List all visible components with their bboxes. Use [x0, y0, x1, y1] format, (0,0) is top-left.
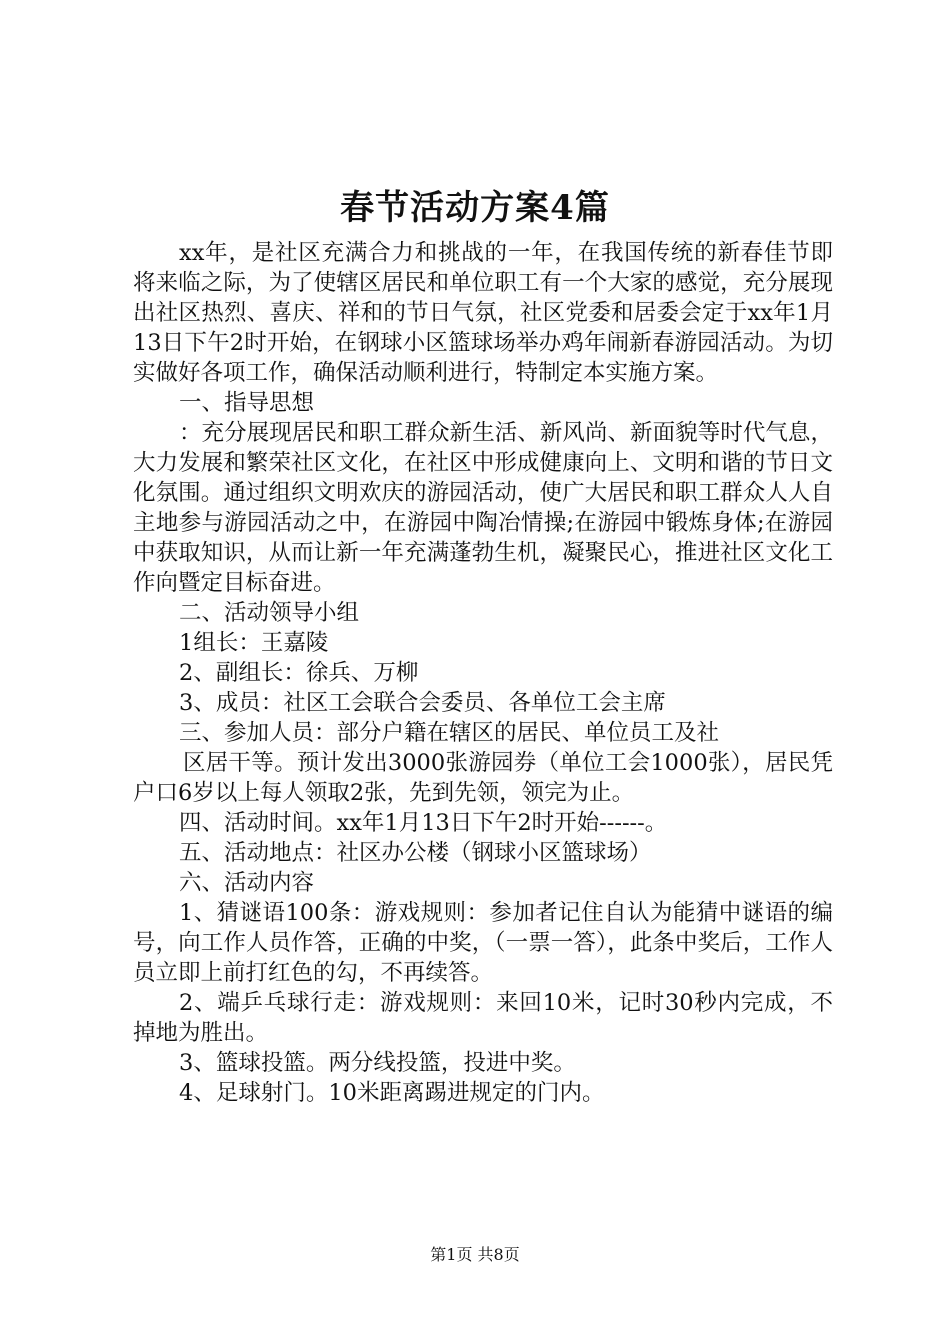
football-item-paragraph: 4、足球射门。10米距离踢进规定的门内。	[179, 1080, 605, 1106]
section-heading-activity-content: 六、活动内容	[179, 870, 315, 896]
participants-detail-paragraph: 区居干等。预计发出3000张游园券（单位工会1000张），居民凭户口6岁以上每人领取2张，先到先领，领完为止。	[133, 750, 833, 806]
members-line: 3、成员：社区工会联合会委员、各单位工会主席	[179, 690, 666, 716]
leader-line: 1组长：王嘉陵	[179, 630, 329, 656]
guiding-thought-paragraph: ：充分展现居民和职工群众新生活、新风尚、新面貌等时代气息，大力发展和繁荣社区文化，在社区中形成健康向上、文明和谐的节日文化氛围。通过组织文明欢庆的游园活动，使广大居民和职工群众人人自主地参与游园活动之中，在游园中陶冶情操;在游园中锻炼身体;在游园中获取知识，从而让新一年充满蓬勃生机，凝聚民心，推进社区文化工作向暨定目标奋进。	[133, 420, 833, 596]
document-title: 春节活动方案4篇	[340, 188, 610, 228]
pingpong-item-paragraph: 2、端乒乓球行走：游戏规则：来回10米，记时30秒内完成，不掉地为胜出。	[133, 990, 833, 1046]
basketball-item-paragraph: 3、篮球投篮。两分线投篮，投进中奖。	[179, 1050, 576, 1076]
document-body	[133, 238, 833, 1108]
section-heading-leadership-group: 二、活动领导小组	[179, 600, 360, 626]
section-heading-guiding-thought: 一、指导思想	[179, 390, 315, 416]
riddle-item-paragraph: 1、猜谜语100条：游戏规则：参加者记住自认为能猜中谜语的编号，向工作人员作答，正确的中奖，（一票一答），此条中奖后，工作人员立即上前打红色的勾，不再续答。	[133, 900, 833, 986]
deputy-leader-line: 2、副组长：徐兵、万柳	[179, 660, 419, 686]
intro-paragraph: xx年，是社区充满合力和挑战的一年，在我国传统的新春佳节即将来临之际，为了使辖区居民和单位职工有一个大家的感觉，充分展现出社区热烈、喜庆、祥和的节日气氛，社区党委和居委会定于xx年1月13日下午2时开始，在钢球小区篮球场举办鸡年闹新春游园活动。为切实做好各项工作，确保活动顺利进行，特制定本实施方案。	[133, 240, 833, 386]
page-footer: 第1页 共8页	[430, 1245, 520, 1264]
participants-line: 三、参加人员：部分户籍在辖区的居民、单位员工及社	[179, 720, 720, 746]
activity-time-line: 四、活动时间。xx年1月13日下午2时开始------。	[179, 810, 668, 836]
activity-location-line: 五、活动地点：社区办公楼（钢球小区篮球场）	[179, 840, 652, 866]
